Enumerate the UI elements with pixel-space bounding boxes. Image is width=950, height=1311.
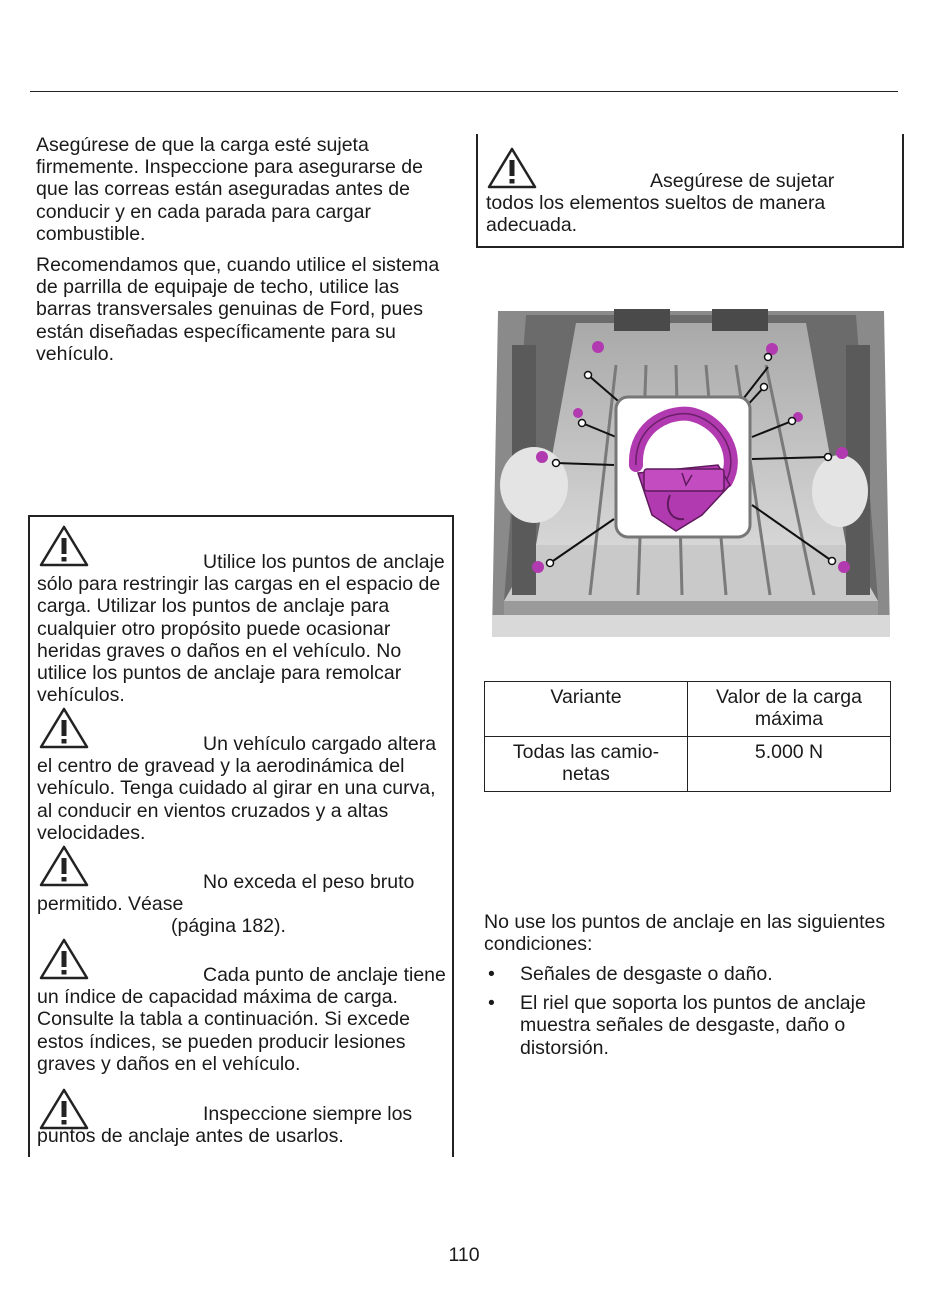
table-cell: Todas las camio-netas <box>485 737 688 792</box>
cargo-anchor-points-figure <box>486 305 896 647</box>
list-item: • El riel que soporta los puntos de anclaje muestra señales de desgaste, daño o distorsión. <box>488 992 866 1059</box>
table-header-cell: Variante <box>485 682 688 737</box>
page-number: 110 <box>448 1244 480 1266</box>
table-header-cell: Valor de la carga máxima <box>688 682 891 737</box>
warning-gross-weight-text: No exceda el peso bruto permitido. Véase (página 182). <box>37 871 415 938</box>
warning-anchor-use-text: Utilice los puntos de anclaje sólo para restringir las cargas en el espacio de carga. Utilizar los puntos de anclaje para cualquier otro propósito puede ocasionar heridas graves o daños en el vehículo. No utilice los puntos de anclaje para remolcar vehículos. <box>37 551 445 707</box>
conditions-intro: No use los puntos de anclaje en las siguientes condiciones: <box>484 911 886 956</box>
conditions-list <box>484 963 904 1066</box>
table-cell: 5.000 N <box>688 737 891 792</box>
header-rule <box>30 91 898 92</box>
warning-capacity-rating-text: Cada punto de anclaje tiene un índice de capacidad máxima de carga. Consulte la tabla a continuación. Si excede estos índices, se pueden producir lesiones graves y daños en el vehículo. <box>37 964 446 1075</box>
warning-center-gravity-text: Un vehículo cargado altera el centro de gravead y la aerodinámica del vehículo. Tenga cuidado al girar en una curva, al conducir en vientos cruzados y a altas velocidades. <box>37 733 437 844</box>
warning-box-loose-items <box>476 134 904 248</box>
max-load-table <box>484 681 891 792</box>
cargo-secure-paragraph: Asegúrese de que la carga esté sujeta firmemente. Inspeccione para asegurarse de que las correas están aseguradas antes de conducir y en cada parada para cargar combustible. <box>36 134 423 245</box>
bullet-icon: • <box>488 992 495 1015</box>
bullet-icon: • <box>488 963 495 985</box>
table-row <box>485 737 891 792</box>
list-item: • Señales de desgaste o daño. <box>488 963 773 985</box>
table-header-row <box>485 682 891 737</box>
warning-box-anchor-points <box>28 515 454 1157</box>
warning-text: Asegúrese de sujetar todos los elementos sueltos de manera adecuada. <box>486 170 835 237</box>
page-reference-link[interactable]: (página 182). <box>171 915 286 938</box>
warning-inspect-anchors-text: Inspeccione siempre los puntos de anclaje antes de usarlos. <box>37 1103 413 1148</box>
cargo-area-illustration <box>486 305 896 647</box>
roof-rack-paragraph: Recomendamos que, cuando utilice el sistema de parrilla de equipaje de techo, utilice las barras transversales genuinas de Ford, pues están diseñadas específicamente para su vehículo. <box>36 254 440 365</box>
